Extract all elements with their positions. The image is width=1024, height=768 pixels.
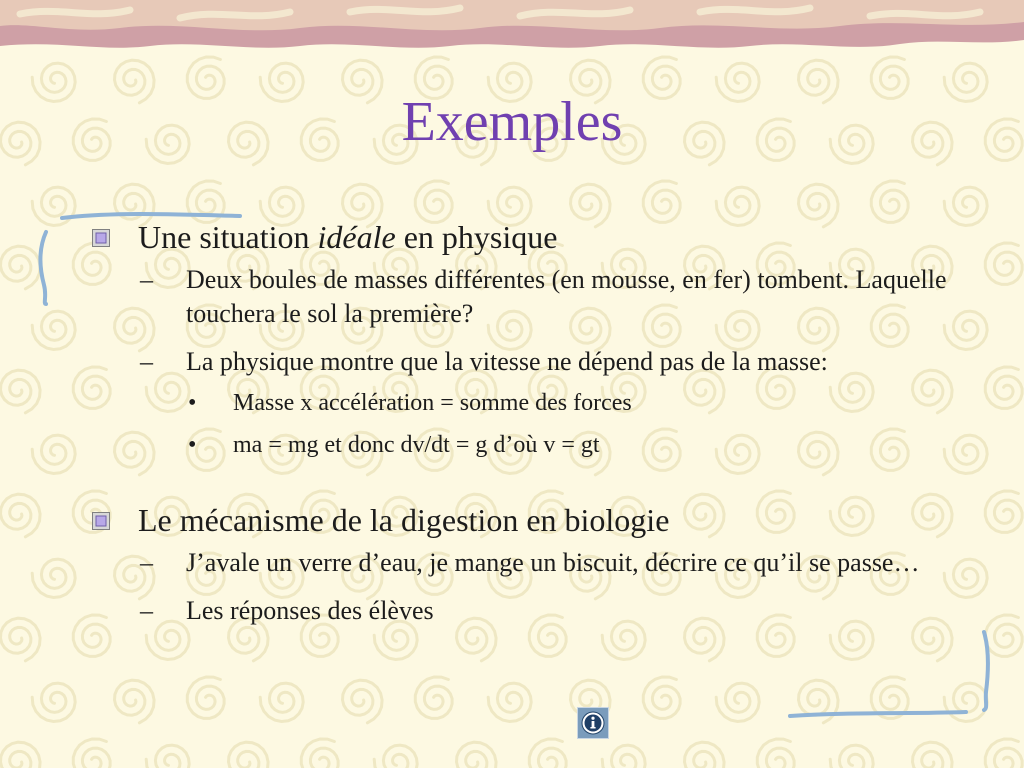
- swirl-motif: [757, 739, 794, 768]
- swirl-motif: [260, 683, 303, 721]
- swirl-motif: [871, 181, 908, 222]
- slide-body: [88, 218, 948, 627]
- swirl-motif: [799, 680, 839, 723]
- dash-marker: –: [140, 265, 153, 295]
- subitem-text: La physique montre que la vitesse ne dépend pas de la masse:: [186, 346, 828, 376]
- swirl-motif: [115, 680, 155, 723]
- swirl-motif: [187, 677, 224, 718]
- subitem-text: Deux boules de masses différentes (en mousse, en fer) tombent. Laquelle touchera le sol la première?: [186, 265, 947, 328]
- sub-bullet-newton: [88, 388, 948, 419]
- square-bullet-icon: [92, 512, 110, 530]
- square-bullet-icon: [92, 229, 110, 247]
- subitem-text: Les réponses des élèves: [186, 595, 434, 625]
- top-decorative-band: [0, 0, 1024, 60]
- swirl-motif: [944, 683, 987, 721]
- info-button[interactable]: [577, 707, 609, 739]
- swirl-motif: [985, 615, 1022, 656]
- swirl-motif: [944, 311, 987, 349]
- dash-marker: –: [140, 595, 153, 625]
- swirl-motif: [529, 739, 566, 768]
- swirl-motif: [488, 683, 531, 721]
- swirl-motif: [643, 181, 680, 222]
- dash-marker: –: [140, 547, 153, 577]
- swirl-motif: [1, 370, 41, 413]
- slide-title: Exemples: [401, 91, 623, 153]
- swirl-motif: [643, 677, 680, 718]
- swirl-motif: [944, 435, 987, 473]
- bullet-text: Le mécanisme de la digestion en biologie: [138, 501, 670, 538]
- bullet-item-biology: [88, 501, 948, 540]
- dot-marker: •: [188, 390, 197, 417]
- subitem-water-biscuit: [88, 546, 948, 580]
- swirl-motif: [1, 742, 41, 768]
- swirl-motif: [301, 739, 338, 768]
- swirl-motif: [32, 683, 75, 721]
- sub-bullet-text: Masse x accélération = somme des forces: [233, 390, 632, 417]
- swirl-motif: [374, 745, 417, 768]
- swirl-motif: [685, 742, 725, 768]
- swirl-motif: [985, 243, 1022, 284]
- swirl-motif: [1, 494, 41, 537]
- swirl-motif: [32, 187, 75, 225]
- swirl-motif: [343, 680, 383, 723]
- subitem-two-balls: [88, 263, 948, 331]
- swirl-motif: [229, 742, 269, 768]
- swirl-motif: [944, 187, 987, 225]
- info-icon: [581, 711, 605, 735]
- subitem-student-answers: [88, 594, 948, 628]
- swirl-motif: [716, 683, 759, 721]
- swirl-motif: [32, 435, 75, 473]
- swirl-motif: [944, 559, 987, 597]
- swirl-motif: [146, 745, 189, 768]
- swirl-motif: [985, 367, 1022, 408]
- dot-marker: •: [188, 431, 197, 458]
- sub-bullet-text: ma = mg et donc dv/dt = g d’où v = gt: [233, 431, 600, 458]
- swirl-motif: [457, 742, 497, 768]
- swirl-motif: [415, 677, 452, 718]
- sub-bullet-equation: [88, 430, 948, 461]
- swirl-motif: [871, 677, 908, 718]
- swirl-motif: [830, 745, 873, 768]
- bullet-item-physics: [88, 218, 948, 257]
- swirl-motif: [32, 311, 75, 349]
- swirl-motif: [1, 246, 41, 289]
- bullet-text-emphasis: idéale: [317, 219, 396, 255]
- swirl-motif: [415, 181, 452, 222]
- subitem-speed-mass: [88, 345, 948, 379]
- swirl-motif: [1, 618, 41, 661]
- swirl-motif: [602, 745, 645, 768]
- dash-marker: –: [140, 346, 153, 376]
- bullet-text-post: en physique: [395, 219, 558, 255]
- swirl-motif: [32, 559, 75, 597]
- swirl-motif: [187, 181, 224, 222]
- swirl-motif: [985, 491, 1022, 532]
- swirl-motif: [73, 739, 110, 768]
- swirl-motif: [985, 739, 1022, 768]
- subitem-text: J’avale un verre d’eau, je mange un biscuit, décrire ce qu’il se passe…: [186, 547, 920, 577]
- swirl-motif: [913, 742, 953, 768]
- bullet-text-pre: Une situation: [138, 219, 318, 255]
